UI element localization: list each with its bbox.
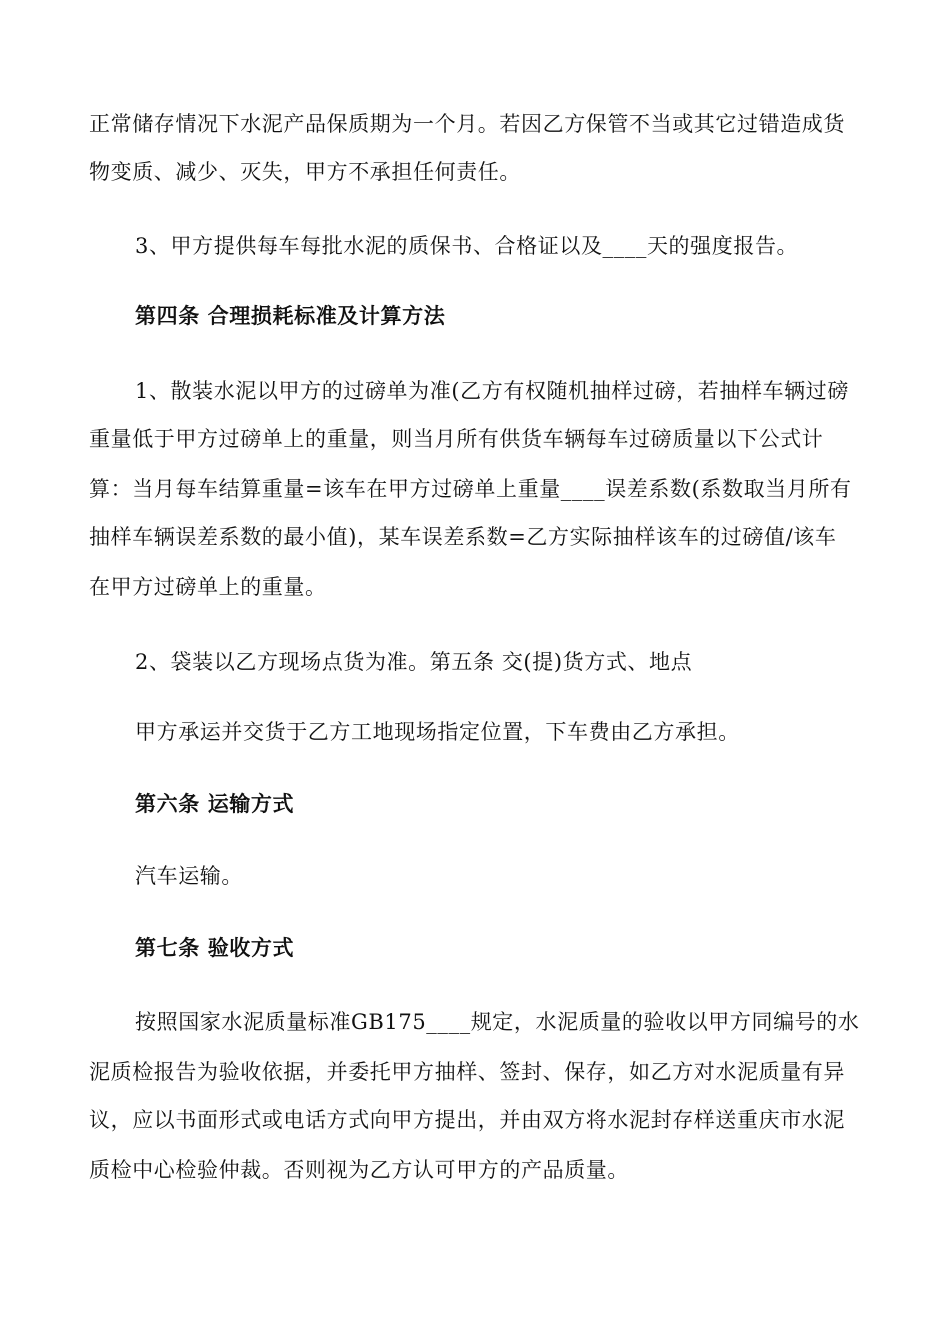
paragraph-line: 在甲方过磅单上的重量。 bbox=[89, 575, 327, 599]
paragraph-line: 1、散装水泥以甲方的过磅单为准(乙方有权随机抽样过磅，若抽样车辆过磅 bbox=[135, 379, 849, 403]
paragraph-line: 重量低于甲方过磅单上的重量，则当月所有供货车辆每车过磅质量以下公式计 bbox=[89, 427, 824, 451]
paragraph-line: 议，应以书面形式或电话方式向甲方提出，并由双方将水泥封存样送重庆市水泥 bbox=[89, 1108, 845, 1132]
paragraph-line: 甲方承运并交货于乙方工地现场指定位置，下车费由乙方承担。 bbox=[135, 720, 740, 744]
paragraph-line: 3、甲方提供每车每批水泥的质保书、合格证以及____天的强度报告。 bbox=[135, 234, 799, 258]
paragraph-line: 泥质检报告为验收依据，并委托甲方抽样、签封、保存，如乙方对水泥质量有异 bbox=[89, 1060, 845, 1084]
paragraph-line: 质检中心检验仲裁。否则视为乙方认可甲方的产品质量。 bbox=[89, 1158, 629, 1182]
section-heading: 第七条 验收方式 bbox=[135, 935, 295, 960]
paragraph-line: 抽样车辆误差系数的最小值)，某车误差系数=乙方实际抽样该车的过磅值/该车 bbox=[89, 525, 837, 549]
section-heading: 第四条 合理损耗标准及计算方法 bbox=[135, 303, 446, 328]
paragraph-line: 2、袋装以乙方现场点货为准。第五条 交(提)货方式、地点 bbox=[135, 650, 693, 674]
paragraph-line: 汽车运输。 bbox=[135, 864, 243, 888]
paragraph-line: 正常储存情况下水泥产品保质期为一个月。若因乙方保管不当或其它过错造成货 bbox=[89, 112, 845, 136]
section-heading: 第六条 运输方式 bbox=[135, 791, 295, 816]
paragraph-line: 按照国家水泥质量标准GB175____规定，水泥质量的验收以甲方同编号的水 bbox=[135, 1010, 860, 1034]
paragraph-line: 物变质、减少、灭失，甲方不承担任何责任。 bbox=[89, 160, 521, 184]
paragraph-line: 算：当月每车结算重量=该车在甲方过磅单上重量____误差系数(系数取当月所有 bbox=[89, 477, 852, 501]
